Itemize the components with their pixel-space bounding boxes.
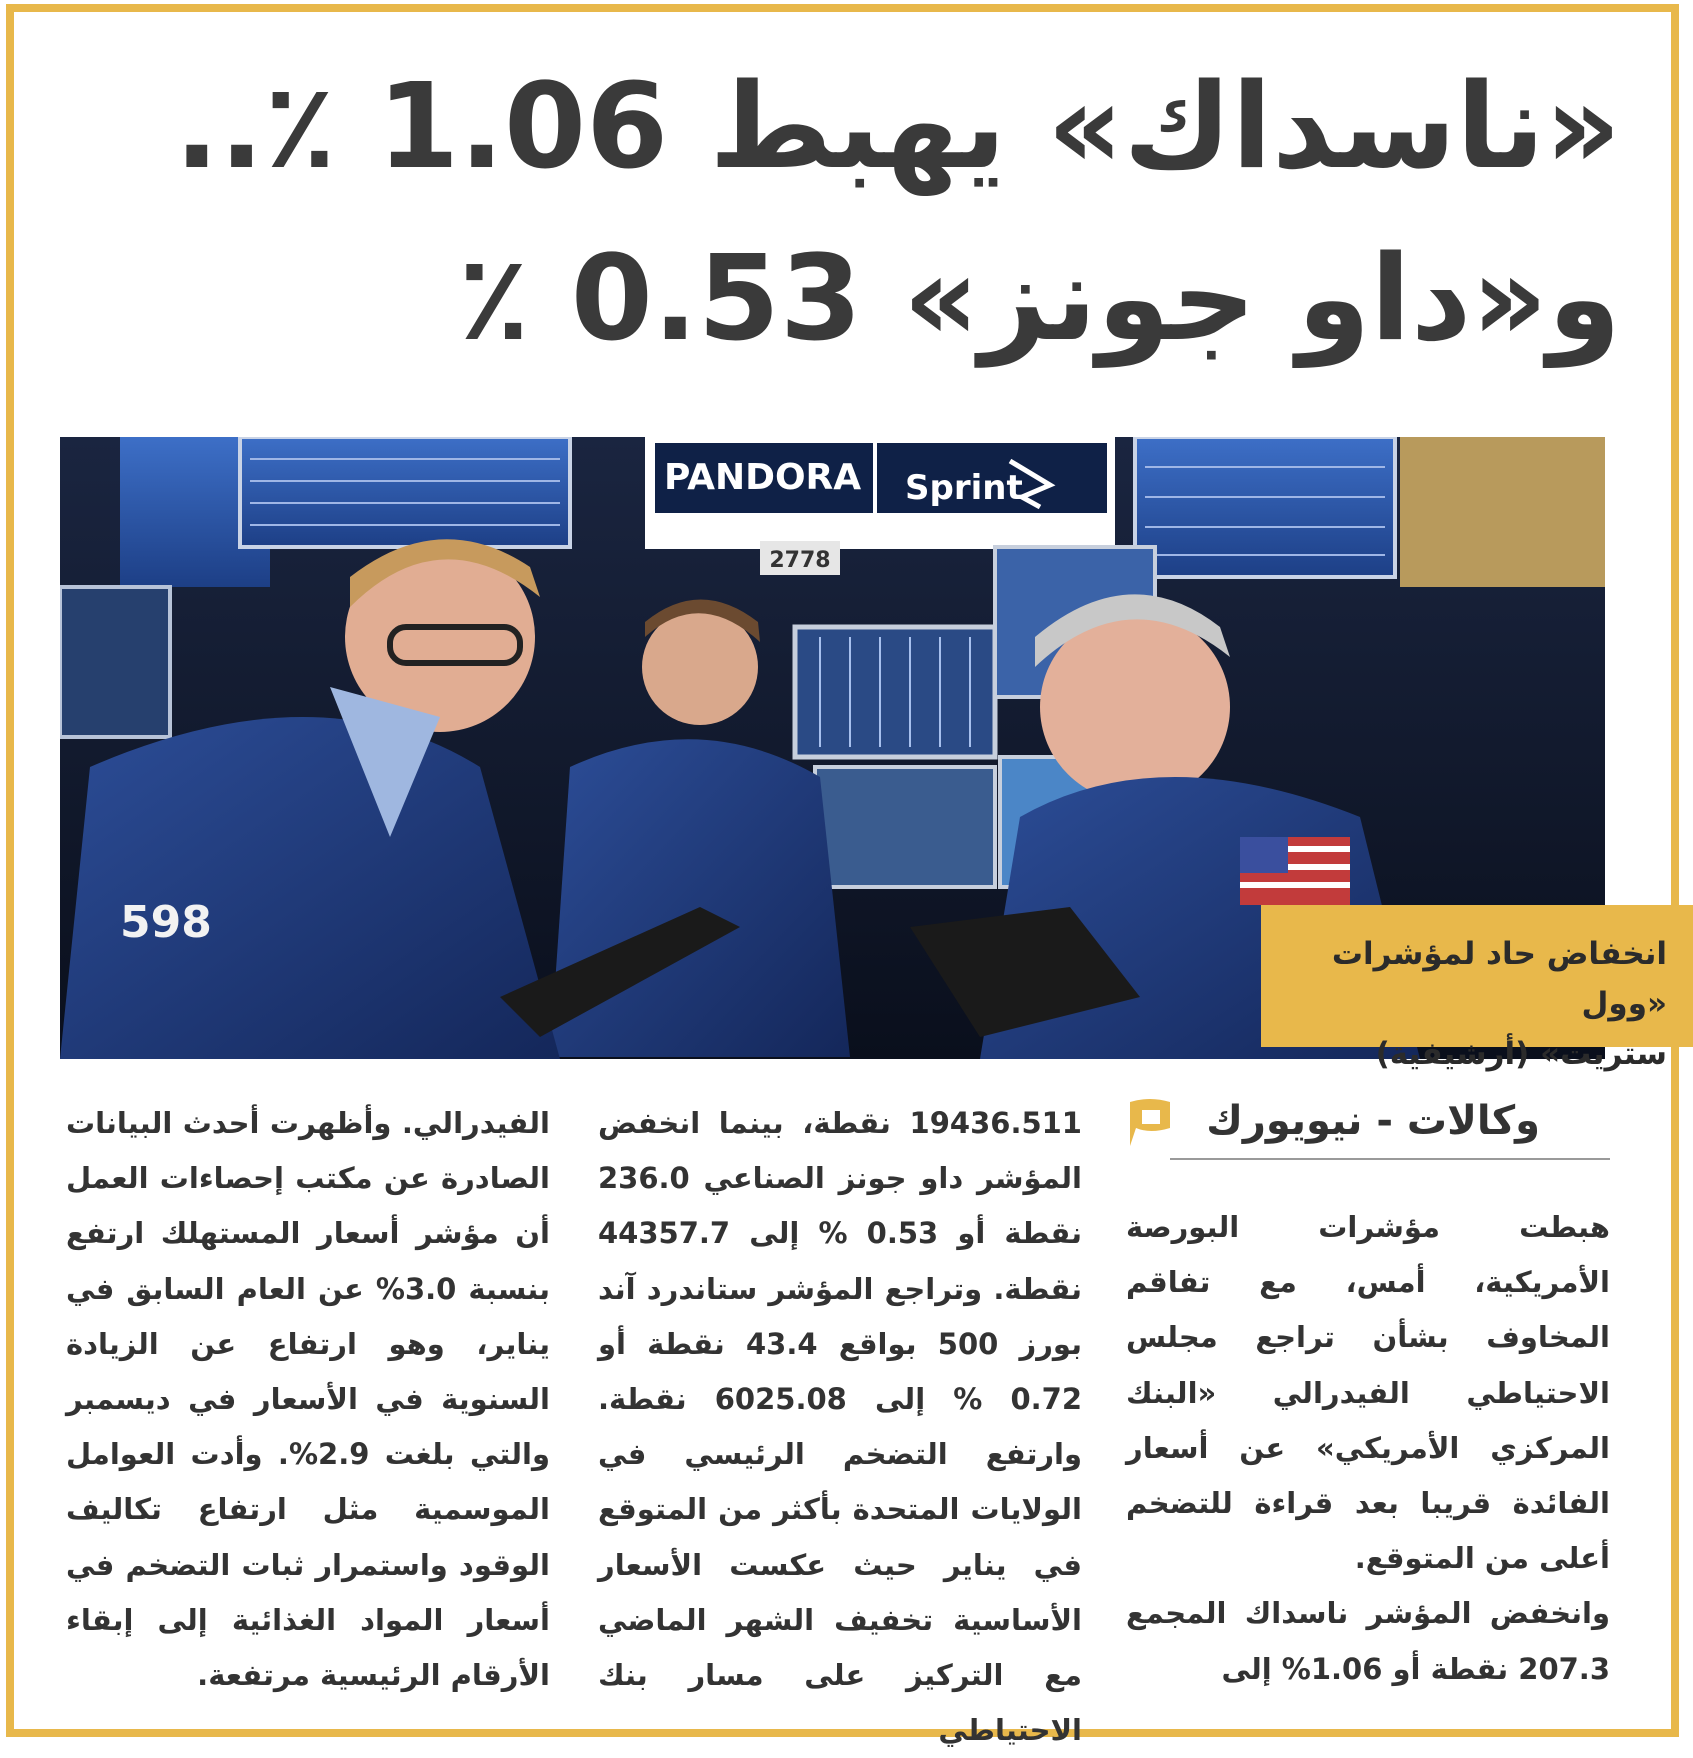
- byline-rule: [1170, 1158, 1610, 1160]
- headline: [61, 40, 1621, 384]
- photo-caption: [1261, 905, 1693, 1072]
- paragraph: الفيدرالي. وأظهرت أحدث البيانات الصادرة عن مكتب إحصاءات العمل أن مؤشر أسعار المستهلك ارتفع بنسبة 3.0% عن العام السابق في يناير، وهو ارتفاع عن الزيادة السنوية في الأسعار في ديسمبر والتي بلغت 2.9%. وأدت العوامل الموسمية مثل ارتفاع تكاليف الوقود واستمرار ثبات التضخم في أسعار المواد الغذائية إلى إبقاء الأرقام الرئيسية مرتفعة.: [66, 1106, 551, 1693]
- byline: [1126, 1096, 1610, 1160]
- paragraph: وانخفض المؤشر ناسداك المجمع 207.3 نقطة أو 1.06% إلى: [1126, 1596, 1610, 1686]
- byline-text: وكالات - نيويورك: [1206, 1098, 1540, 1144]
- article-column-right: [1126, 1200, 1610, 1697]
- jacket-badge: 598: [120, 897, 212, 948]
- sign-pandora: PANDORA: [664, 457, 862, 498]
- paragraph: هبطت مؤشرات البورصة الأمريكية، أمس، مع تفاقم المخاوف بشأن تراجع مجلس الاحتياطي الفيدرالي «البنك المركزي الأمريكي» عن أسعار الفائدة قريبا بعد قراءة للتضخم أعلى من المتوقع.: [1126, 1210, 1610, 1576]
- article-column-left: [66, 1096, 550, 1703]
- caption-line-2: ستريت» (أرشيفية): [1375, 1036, 1667, 1072]
- headline-line-1: «ناسداك» يهبط 1.06 ٪..: [174, 57, 1621, 195]
- newspaper-logo-icon: [1126, 1098, 1174, 1150]
- post-number: 2778: [769, 548, 831, 573]
- caption-line-1: انخفاض حاد لمؤشرات «وول: [1331, 936, 1667, 1022]
- sign-sprint: Sprint: [905, 468, 1023, 508]
- headline-line-2: و«داو جونز» 0.53 ٪: [457, 229, 1621, 367]
- paragraph: 19436.511 نقطة، بينما انخفض المؤشر داو جونز الصناعي 236.0 نقطة أو 0.53 % إلى 44357.7 نقطة. وتراجع المؤشر ستاندرد آند بورز 500 بواقع 43.4 نقطة أو 0.72 % إلى 6025.08 نقطة. وارتفع التضخم الرئيسي في الولايات المتحدة بأكثر من المتوقع في يناير حيث عكست الأسعار الأساسية تخفيف الشهر الماضي مع التركيز على مسار بنك الاحتياطي: [598, 1106, 1083, 1748]
- article-column-middle: [598, 1096, 1082, 1758]
